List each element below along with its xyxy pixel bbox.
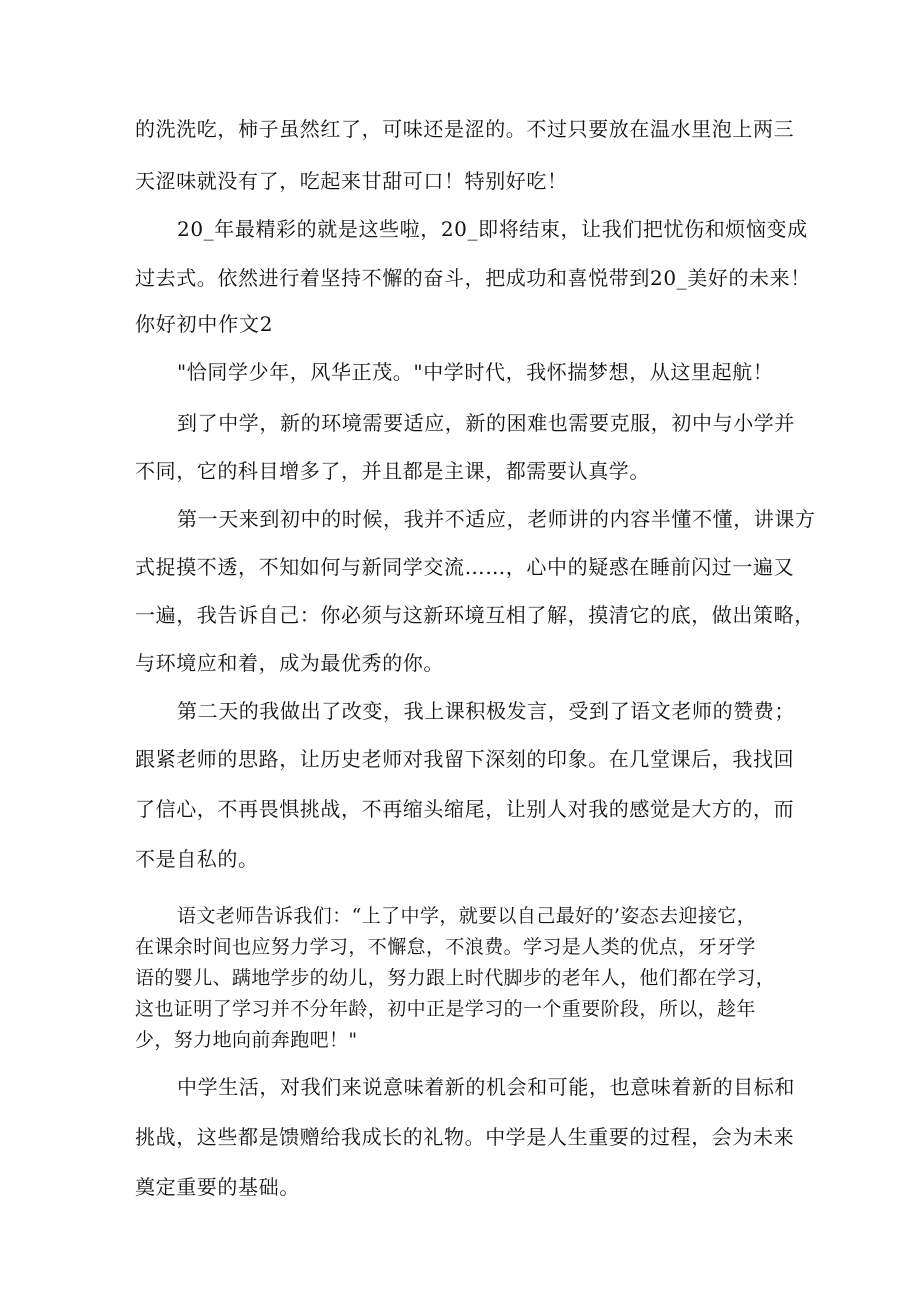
text-line: 过去式。依然进行着坚持不懈的奋斗，把成功和喜悦带到20_美好的未来！ [135,266,811,290]
text-line: 这也证明了学习并不分年龄，初中正是学习的一个重要阶段，所以，趁年 [135,998,756,1020]
text-line: 语文老师告诉我们：“上了中学，就要以自己最好的’姿态去迎接它， [177,905,757,927]
text-line: 天涩味就没有了，吃起来甘甜可口！特别好吃！ [135,169,568,193]
text-line: 20_年最精彩的就是这些啦，20_即将结束，让我们把忧伤和烦恼变成 [177,217,808,241]
text-line: 语的婴儿、蹒地学步的幼儿，努力跟上时代脚步的老年人，他们都在学习， [135,967,776,989]
text-line: 在课余时间也应努力学习，不懈怠，不浪费。学习是人类的优点，牙牙学 [135,936,756,958]
text-line: 跟紧老师的思路，让历史老师对我留下深刻的印象。在几堂课后，我找回 [135,747,795,771]
text-line: 中学生活，对我们来说意味着新的机会和可能，也意味着新的目标和 [177,1075,795,1099]
text-line: 一遍，我告诉自己：你必须与这新环境互相了解，摸清它的底，做出策略， [135,603,815,627]
text-line: 到了中学，新的环境需要适应，新的困难也需要克服，初中与小学并 [177,411,795,435]
text-line: 不同，它的科目增多了，并且都是主课，都需要认真学。 [135,459,650,483]
text-line: 挑战，这些都是馈赠给我成长的礼物。中学是人生重要的过程，会为未来 [135,1125,795,1149]
text-line: "恰同学少年，风华正茂。"中学时代，我怀揣梦想，从这里起航！ [177,360,774,384]
text-line: 不是自私的。 [135,847,259,871]
text-line: 少，努力地向前奔跑吧！" [135,1029,358,1051]
text-line: 与环境应和着，成为最优秀的你。 [135,651,444,675]
text-line: 奠定重要的基础。 [135,1175,300,1199]
section-heading: 你好初中作文2 [135,312,274,336]
text-line: 式捉摸不透，不知如何与新同学交流……，心中的疑惑在睡前闪过一遍又 [135,555,795,579]
text-line: 第二天的我做出了改变，我上课积极发言，受到了语文老师的赞费； [177,699,795,723]
text-line: 第一天来到初中的时候，我并不适应，老师讲的内容半懂不懂，讲课方 [177,507,816,531]
text-line: 的洗洗吃，柿子虽然红了，可味还是涩的。不过只要放在温水里泡上两三 [135,117,795,141]
text-line: 了信心，不再畏惧挑战，不再缩头缩尾，让别人对我的感觉是大方的，而 [135,797,795,821]
